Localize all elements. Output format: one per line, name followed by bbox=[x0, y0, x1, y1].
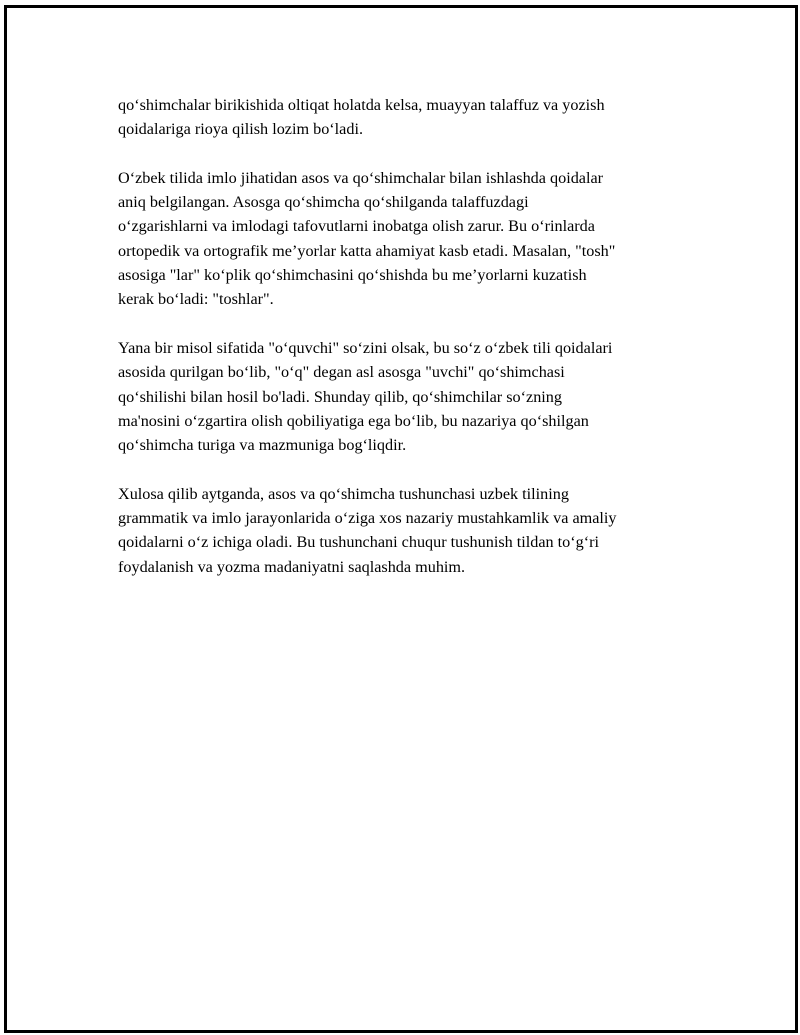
text-line: ortopedik va ortografik me’yorlar katta ahamiyat kasb etadi. Masalan, "tosh" bbox=[118, 241, 616, 260]
text-line: qo‘shimcha turiga va mazmuniga bog‘liqdir. bbox=[118, 436, 407, 455]
paragraph-3 bbox=[118, 336, 708, 457]
text-line: ma'nosini o‘zgartira olish qobiliyatiga ega bo‘lib, bu nazariya qo‘shilgan bbox=[118, 411, 589, 430]
text-line: qoidalarni o‘z ichiga oladi. Bu tushunchani chuqur tushunish tildan to‘g‘ri bbox=[118, 533, 600, 552]
document-body bbox=[118, 93, 708, 603]
paragraph-2 bbox=[118, 166, 708, 312]
text-line: grammatik va imlo jarayonlarida o‘ziga xos nazariy mustahkamlik va amaliy bbox=[118, 509, 617, 528]
text-line: asosiga "lar" ko‘plik qo‘shimchasini qo‘shishda bu me’yorlarni kuzatish bbox=[118, 266, 587, 285]
text-line: asosida qurilgan bo‘lib, "o‘q" degan asl asosga "uvchi" qo‘shimchasi bbox=[118, 363, 565, 382]
text-line: foydalanish va yozma madaniyatni saqlashda muhim. bbox=[118, 557, 466, 576]
text-line: aniq belgilangan. Asosga qo‘shimcha qo‘shilganda talaffuzdagi bbox=[118, 193, 529, 212]
text-line: qoidalariga rioya qilish lozim bo‘ladi. bbox=[118, 120, 364, 139]
text-line: Xulosa qilib aytganda, asos va qo‘shimcha tushunchasi uzbek tilining bbox=[118, 484, 569, 503]
text-line: O‘zbek tilida imlo jihatidan asos va qo‘shimchalar bilan ishlashda qoidalar bbox=[118, 168, 604, 187]
text-line: qo‘shilishi bilan hosil bo'ladi. Shunday qilib, qo‘shimchilar so‘zning bbox=[118, 387, 562, 406]
paragraph-1 bbox=[118, 93, 708, 142]
text-line: qo‘shimchalar birikishida oltiqat holatda kelsa, muayyan talaffuz va yozish bbox=[118, 96, 605, 114]
text-line: kerak bo‘ladi: "toshlar". bbox=[118, 290, 274, 309]
paragraph-4 bbox=[118, 482, 708, 579]
text-line: Yana bir misol sifatida "o‘quvchi" so‘zini olsak, bu so‘z o‘zbek tili qoidalari bbox=[118, 338, 613, 357]
text-line: o‘zgarishlarni va imlodagi tafovutlarni inobatga olish zarur. Bu o‘rinlarda bbox=[118, 217, 595, 236]
